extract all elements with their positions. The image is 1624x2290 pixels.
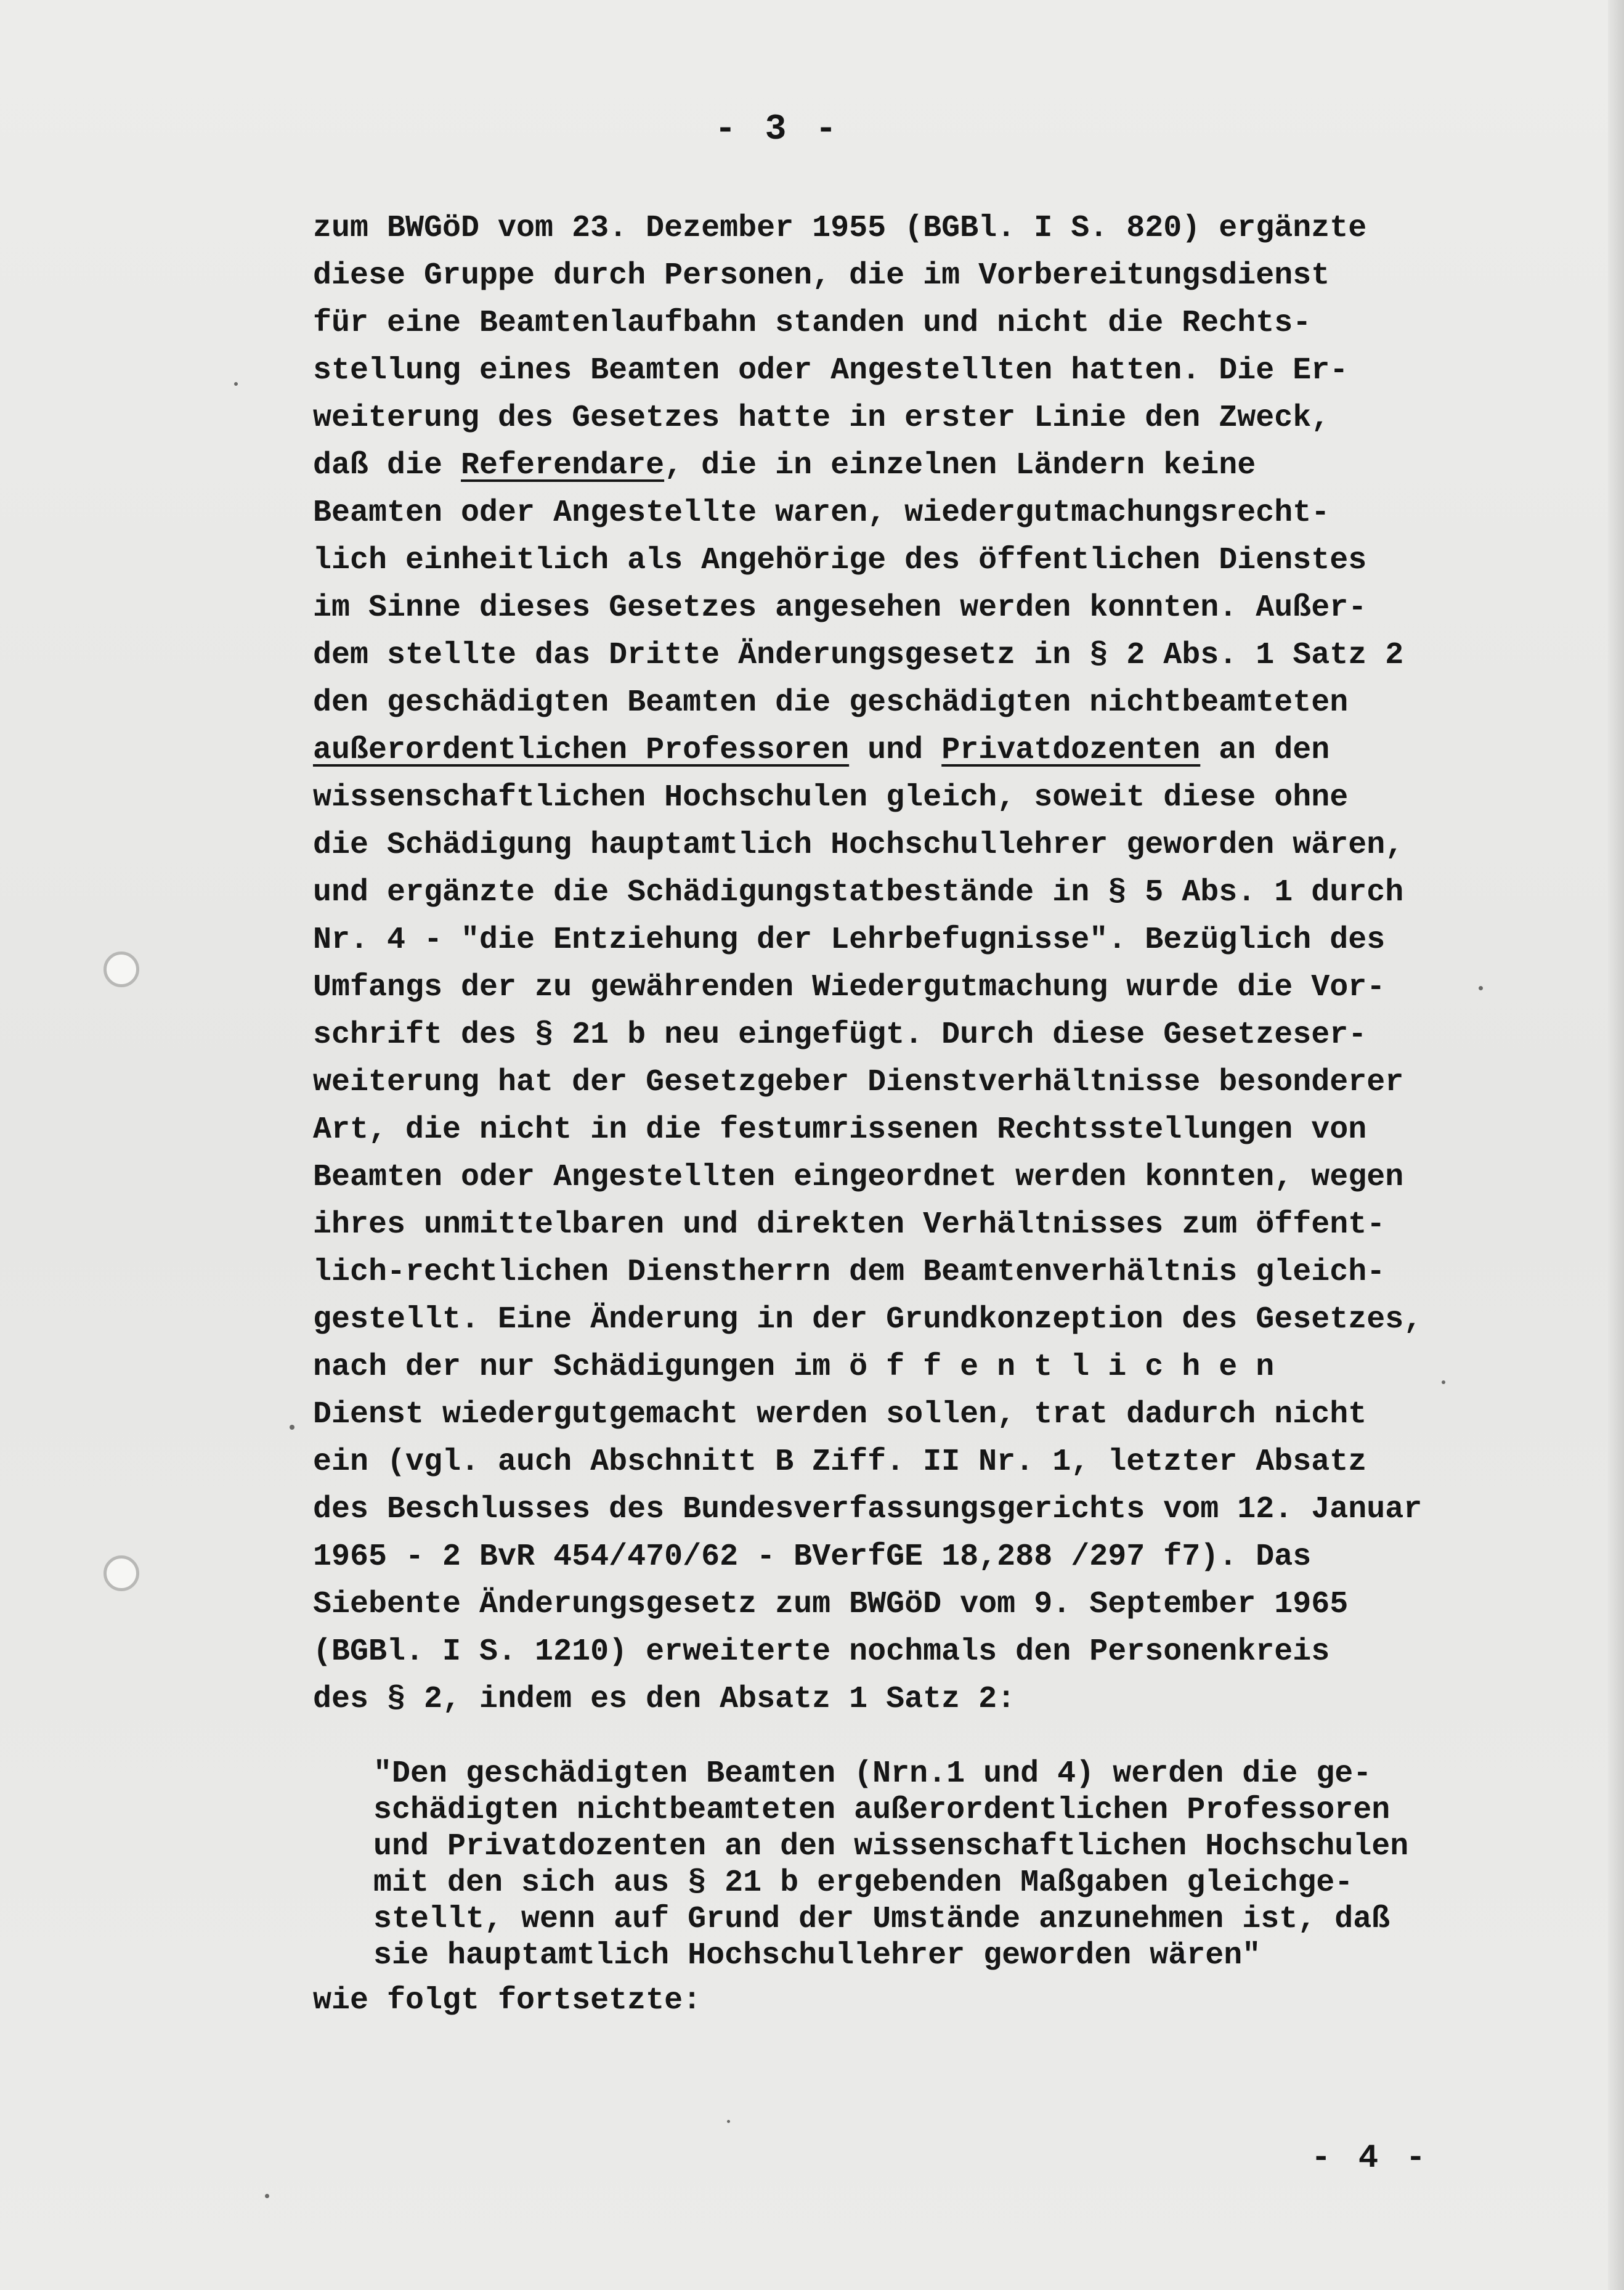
page-number-top: - 3 -	[715, 110, 841, 150]
body-line: ein (vgl. auch Abschnitt B Ziff. II Nr. 1, letzter Absatz	[313, 1444, 1367, 1480]
body-line	[313, 1343, 1484, 1391]
underlined-term: außerordentlichen Professoren	[313, 733, 850, 768]
body-line: 1965 - 2 BvR 454/470/62 - BVerfGE 18,288 /297 f7). Das	[313, 1539, 1312, 1575]
body-line: diese Gruppe durch Personen, die im Vorbereitungsdienst	[313, 258, 1330, 293]
body-line: lich-rechtlichen Dienstherrn dem Beamtenverhältnis gleich-	[313, 1255, 1386, 1290]
page-number-bottom: - 4 -	[1311, 2140, 1430, 2177]
body-line: Art, die nicht in die festumrissenen Rechtsstellungen von	[313, 1112, 1367, 1147]
scan-speck	[265, 2194, 269, 2198]
quote-line: "Den geschädigten Beamten (Nrn.1 und 4) werden die ge-	[373, 1756, 1372, 1791]
quote-line: schädigten nichtbeamteten außerordentlichen Professoren	[373, 1793, 1391, 1828]
punch-hole	[104, 1555, 139, 1591]
body-line: lich einheitlich als Angehörige des öffentlichen Dienstes	[313, 543, 1367, 578]
body-line-text: an den	[1200, 733, 1330, 768]
body-line: (BGBl. I S. 1210) erweiterte nochmals den Personenkreis	[313, 1634, 1330, 1669]
body-text	[313, 205, 1484, 1723]
body-line: stellung eines Beamten oder Angestellten hatten. Die Er-	[313, 353, 1349, 388]
body-line: und ergänzte die Schädigungstatbestände in § 5 Abs. 1 durch	[313, 875, 1404, 910]
body-line: Umfangs der zu gewährenden Wiedergutmachung wurde die Vor-	[313, 970, 1386, 1005]
body-line: schrift des § 21 b neu eingefügt. Durch diese Gesetzeser-	[313, 1017, 1367, 1053]
body-line: Dienst wiedergutgemacht werden sollen, trat dadurch nicht	[313, 1397, 1367, 1432]
page-edge-shadow	[1608, 0, 1624, 2290]
body-line-text: daß die	[313, 448, 461, 483]
body-line: dem stellte das Dritte Änderungsgesetz in § 2 Abs. 1 Satz 2	[313, 638, 1404, 673]
body-line: den geschädigten Beamten die geschädigten nichtbeamteten	[313, 685, 1349, 720]
body-line: für eine Beamtenlaufbahn standen und nicht die Rechts-	[313, 306, 1312, 341]
body-line	[313, 442, 1484, 489]
body-line: die Schädigung hauptamtlich Hochschullehrer geworden wären,	[313, 828, 1404, 863]
closing-line: wie folgt fortsetzte:	[313, 1983, 702, 2018]
body-line: weiterung des Gesetzes hatte in erster Linie den Zweck,	[313, 401, 1330, 436]
body-line: gestellt. Eine Änderung in der Grundkonzeption des Gesetzes,	[313, 1302, 1423, 1337]
quotation-block	[373, 1756, 1495, 1974]
underlined-term: Referendare	[461, 448, 665, 483]
body-line: Siebente Änderungsgesetz zum BWGöD vom 9. September 1965	[313, 1587, 1349, 1622]
scan-speck	[1442, 1380, 1445, 1384]
quote-line: und Privatdozenten an den wissenschaftlichen Hochschulen	[373, 1829, 1409, 1864]
body-line: wissenschaftlichen Hochschulen gleich, soweit diese ohne	[313, 780, 1349, 815]
quote-line: stellt, wenn auf Grund der Umstände anzunehmen ist, daß	[373, 1902, 1391, 1937]
body-line: zum BWGöD vom 23. Dezember 1955 (BGBl. I S. 820) ergänzte	[313, 211, 1367, 246]
body-line-text: und	[849, 733, 942, 768]
body-line: des Beschlusses des Bundesverfassungsgerichts vom 12. Januar	[313, 1492, 1423, 1527]
quote-line: sie hauptamtlich Hochschullehrer geworden wären"	[373, 1938, 1261, 1973]
body-line-text: nach der nur Schädigungen im	[313, 1350, 850, 1385]
quote-line: mit den sich aus § 21 b ergebenden Maßgaben gleichge-	[373, 1865, 1354, 1901]
body-line: Beamten oder Angestellten eingeordnet werden konnten, wegen	[313, 1160, 1404, 1195]
body-line: ihres unmittelbaren und direkten Verhältnisses zum öffent-	[313, 1207, 1386, 1242]
scan-speck	[234, 382, 238, 386]
body-line: Beamten oder Angestellte waren, wiedergutmachungsrecht-	[313, 495, 1330, 531]
body-line: Nr. 4 - "die Entziehung der Lehrbefugnisse". Bezüglich des	[313, 923, 1386, 958]
body-line: des § 2, indem es den Absatz 1 Satz 2:	[313, 1682, 1016, 1717]
body-line: im Sinne dieses Gesetzes angesehen werden konnten. Außer-	[313, 590, 1367, 625]
underlined-term: Privatdozenten	[941, 733, 1201, 768]
body-line: weiterung hat der Gesetzgeber Dienstverhältnisse besonderer	[313, 1065, 1404, 1100]
spaced-emphasis: öffentlichen	[849, 1350, 1293, 1385]
scan-speck	[1479, 986, 1483, 990]
scan-speck	[290, 1425, 294, 1430]
punch-hole	[104, 951, 139, 987]
body-line	[313, 727, 1484, 774]
scan-speck	[727, 2120, 730, 2123]
body-line-text: , die in einzelnen Ländern keine	[664, 448, 1256, 483]
